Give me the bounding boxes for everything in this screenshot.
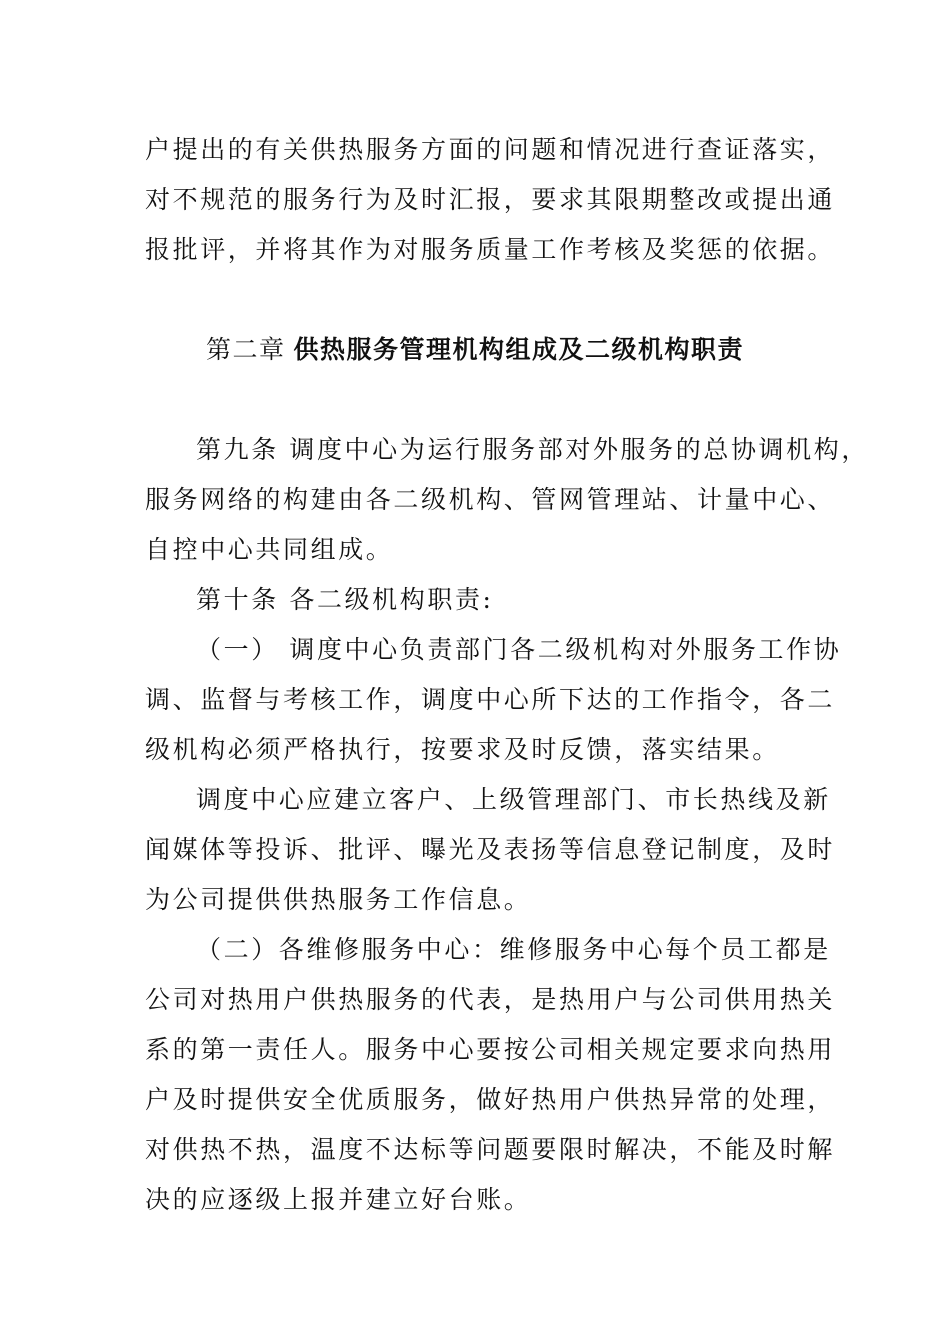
article10-line-1: 第十条 各二级机构职责:	[196, 585, 494, 614]
chapter-heading	[0, 333, 950, 367]
intro-line-2: 对不规范的服务行为及时汇报，要求其限期整改或提出通	[145, 185, 836, 214]
item2-line-3: 系的第一责任人。服务中心要按公司相关规定要求向热用	[145, 1035, 836, 1064]
item1-line-2: 调、监督与考核工作，调度中心所下达的工作指令，各二	[145, 685, 836, 714]
item1-para2-line-1: 调度中心应建立客户、上级管理部门、市长热线及新	[196, 785, 831, 814]
item2-line-6: 决的应逐级上报并建立好台账。	[145, 1185, 532, 1214]
item1-line-1: （一） 调度中心负责部门各二级机构对外服务工作协	[196, 635, 842, 664]
item1-para2-line-2: 闻媒体等投诉、批评、曝光及表扬等信息登记制度，及时	[145, 835, 836, 864]
article9-line-1: 第九条 调度中心为运行服务部对外服务的总协调机构，	[196, 435, 869, 464]
item2-line-5: 对供热不热，温度不达标等问题要限时解决，不能及时解	[145, 1135, 836, 1164]
item2-line-2: 公司对热用户供热服务的代表，是热用户与公司供用热关	[145, 985, 836, 1014]
item1-line-3: 级机构必须严格执行，按要求及时反馈，落实结果。	[145, 735, 780, 764]
article9-line-2: 服务网络的构建由各二级机构、管网管理站、计量中心、	[145, 485, 836, 514]
chapter-title: 供热服务管理机构组成及二级机构职责	[293, 335, 745, 364]
chapter-number: 第二章	[205, 335, 286, 364]
intro-line-3: 报批评，并将其作为对服务质量工作考核及奖惩的依据。	[145, 235, 836, 264]
article9-line-3: 自控中心共同组成。	[145, 535, 394, 564]
item2-line-4: 户及时提供安全优质服务，做好热用户供热异常的处理，	[145, 1085, 836, 1114]
item1-para2-line-3: 为公司提供供热服务工作信息。	[145, 885, 532, 914]
intro-line-1: 户提出的有关供热服务方面的问题和情况进行查证落实，	[145, 135, 836, 164]
item2-line-1: （二）各维修服务中心：维修服务中心每个员工都是	[196, 935, 831, 964]
